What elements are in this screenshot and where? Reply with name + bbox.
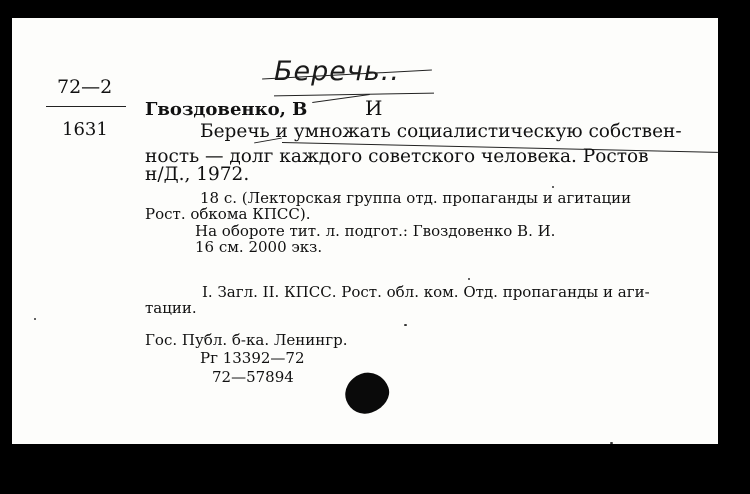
reverse-note: На обороте тит. л. подгот.: Гвоздовенко В. И. xyxy=(195,222,556,240)
speck xyxy=(610,442,613,444)
catalog-card xyxy=(12,18,718,444)
subject-headings-1: I. Загл. II. КПСС. Рост. обл. ком. Отд. пропаганды и аги- xyxy=(202,283,650,301)
title-line-1: Беречь и умножать социалистическую собствен- xyxy=(200,121,682,142)
handwritten-note: Беречь.. xyxy=(274,56,400,87)
speck xyxy=(34,318,36,320)
call-number-top: 72—2 xyxy=(57,76,113,98)
pages-series-line: 18 с. (Лекторская группа отд. пропаганды и агитации xyxy=(200,189,632,207)
title-line-2: ность — долг каждого советского человека. Ростов xyxy=(145,146,649,167)
order-number-1: Рг 13392—72 xyxy=(200,349,305,367)
subject-headings-2: тации. xyxy=(145,299,197,317)
speck xyxy=(552,186,554,188)
ink-blot xyxy=(339,367,394,420)
speck xyxy=(404,324,407,326)
call-number-divider xyxy=(46,106,126,107)
series-continuation: Рост. обкома КПСС). xyxy=(145,205,311,223)
library-name: Гос. Публ. б-ка. Ленингр. xyxy=(145,331,348,349)
author-name: Гвоздовенко, В xyxy=(145,99,308,120)
call-number-bottom: 1631 xyxy=(62,119,108,140)
speck xyxy=(468,278,470,280)
size-print-run: 16 см. 2000 экз. xyxy=(195,238,323,256)
order-number-2: 72—57894 xyxy=(212,368,294,386)
author-initial: И xyxy=(365,96,383,120)
title-line-3: н/Д., 1972. xyxy=(145,164,250,185)
